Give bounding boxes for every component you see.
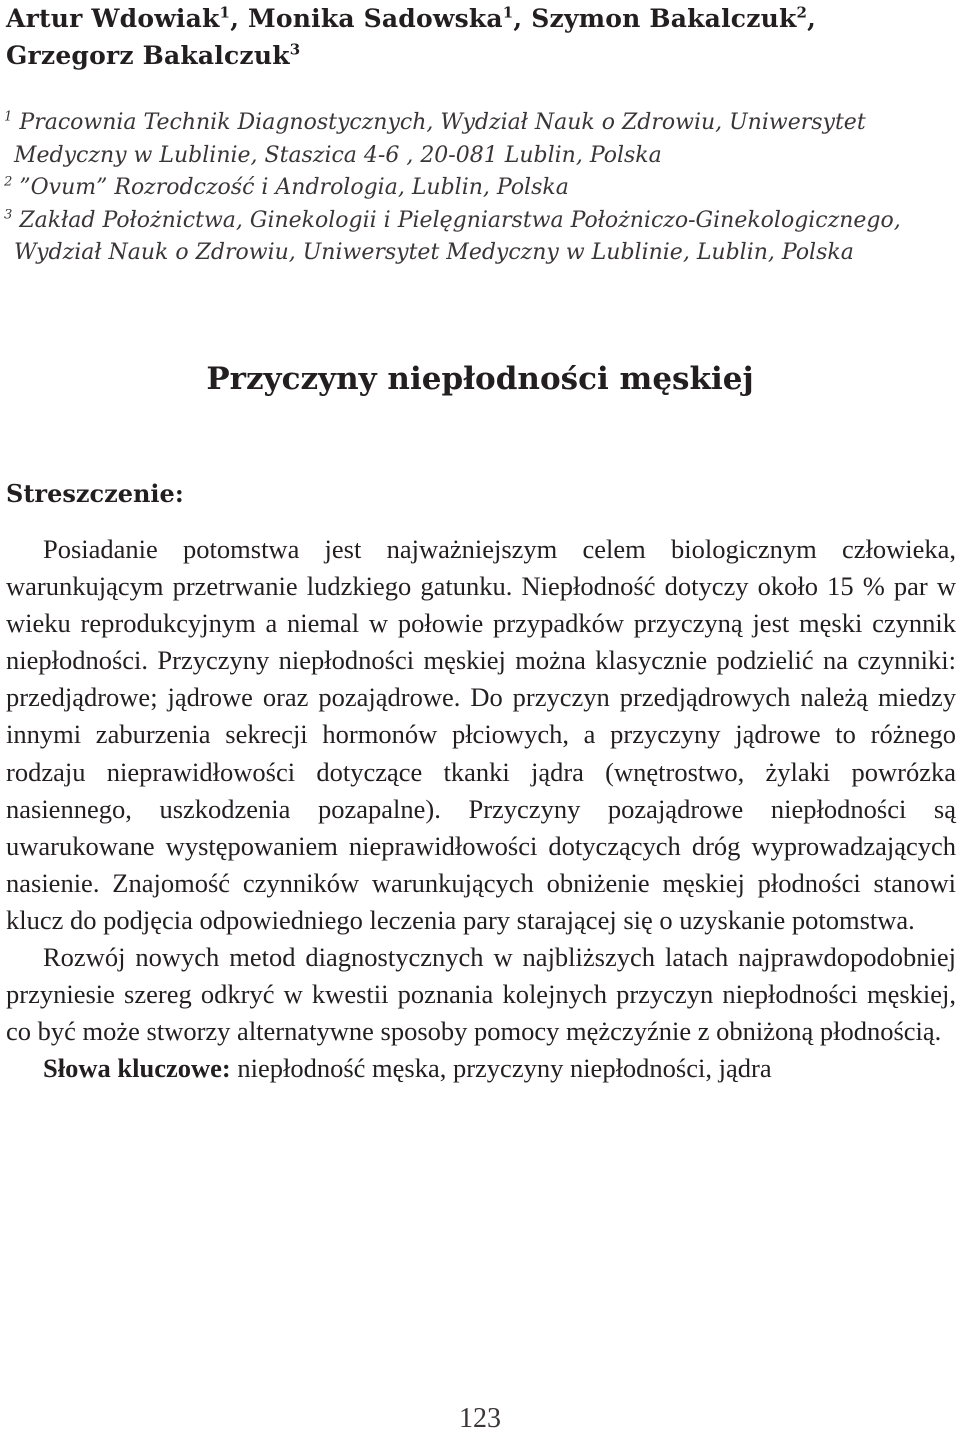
affiliation-text-continued: Medyczny w Lublinie, Staszica 4-6 , 20-081 Lublin, Polska (14, 142, 662, 168)
author-name: Szymon Bakalczuk (531, 4, 797, 33)
author-line-2 (6, 37, 946, 74)
affiliation-text: Zakład Położnictwa, Ginekologii i Pielęgniarstwa Położniczo-Ginekologicznego, (19, 207, 901, 233)
author-affiliation-mark: 1 (219, 3, 231, 22)
author-name: Artur Wdowiak (6, 4, 220, 33)
affiliation-item (4, 172, 954, 205)
author-affiliation-mark: 1 (502, 3, 514, 22)
affiliation-number: 2 (4, 174, 13, 190)
abstract-paragraph: Rozwój nowych metod diagnostycznych w najbliższych latach najprawdopodobniej przyniesie szereg odkryć w kwestii poznania kolejnych przyczyn niepłodności męskiej, co być może stworzy alternatywne sposoby pomocy mężczyźnie z obniżoną płodnością. (6, 942, 956, 1047)
affiliation-text-continued: Wydział Nauk o Zdrowiu, Uniwersytet Medyczny w Lublinie, Lublin, Polska (14, 240, 854, 265)
keywords-text: niepłodność męska, przyczyny niepłodności, jądra (230, 1053, 772, 1084)
author-list (6, 0, 946, 74)
author-affiliation-mark: 3 (289, 40, 301, 59)
keywords-line (6, 1050, 956, 1087)
abstract-body (6, 531, 956, 1087)
author-name: Monika Sadowska (248, 4, 503, 33)
keywords-label: Słowa kluczowe: (43, 1053, 231, 1084)
abstract-paragraph: Posiadanie potomstwa jest najważniejszym celem biologicznym człowieka, warunkującym przetrwanie ludzkiego gatunku. Niepłodność dotyczy około 15 % par w wieku reprodukcyjnym a niemal w połowie przypadków przyczyną jest męski czynnik niepłodności. Przyczyny niepłodności męskiej można klasycznie podzielić na czynniki: przedjądrowe; jądrowe oraz pozajądrowe. Do przyczyn przedjądrowych należą miedzy innymi zaburzenia sekrecji hormonów płciowych, a przyczyny jądrowe to różnego rodzaju nieprawidłowości dotyczące tkanki jądra (wnętrostwo, żylaki powrózka nasiennego, uszkodzenia pozapalne). Przyczyny pozajądrowe niepłodności są uwarukowane występowaniem nieprawidłowości dotyczących dróg wyprowadzających nasienie. Znajomość czynników warunkujących obniżenie męskiej płodności stanowi klucz do podjęcia odpowiedniego leczenia pary starającej się o uzyskanie potomstwa. (6, 534, 956, 935)
affiliation-list (4, 107, 954, 270)
author-affiliation-mark: 2 (796, 3, 808, 22)
affiliation-text: Pracownia Technik Diagnostycznych, Wydział Nauk o Zdrowiu, Uniwersytet (19, 110, 866, 135)
article-title: Przyczyny niepłodności męskiej (206, 361, 754, 397)
author-line-1: Artur Wdowiak$^1$, Monika Sadowska$^1$, Szymon Bakalczuk$^2$, (6, 3, 817, 33)
page-number: 123 (459, 1403, 501, 1434)
affiliation-number: 3 (4, 207, 13, 223)
affiliation-item (4, 107, 954, 172)
affiliation-text: ”Ovum” Rozrodczość i Andrologia, Lublin, Polska (19, 175, 569, 200)
affiliation-number: 1 (4, 109, 13, 125)
affiliation-item (4, 205, 954, 270)
abstract-heading: Streszczenie: (6, 479, 184, 508)
author-name: Grzegorz Bakalczuk (6, 41, 290, 70)
